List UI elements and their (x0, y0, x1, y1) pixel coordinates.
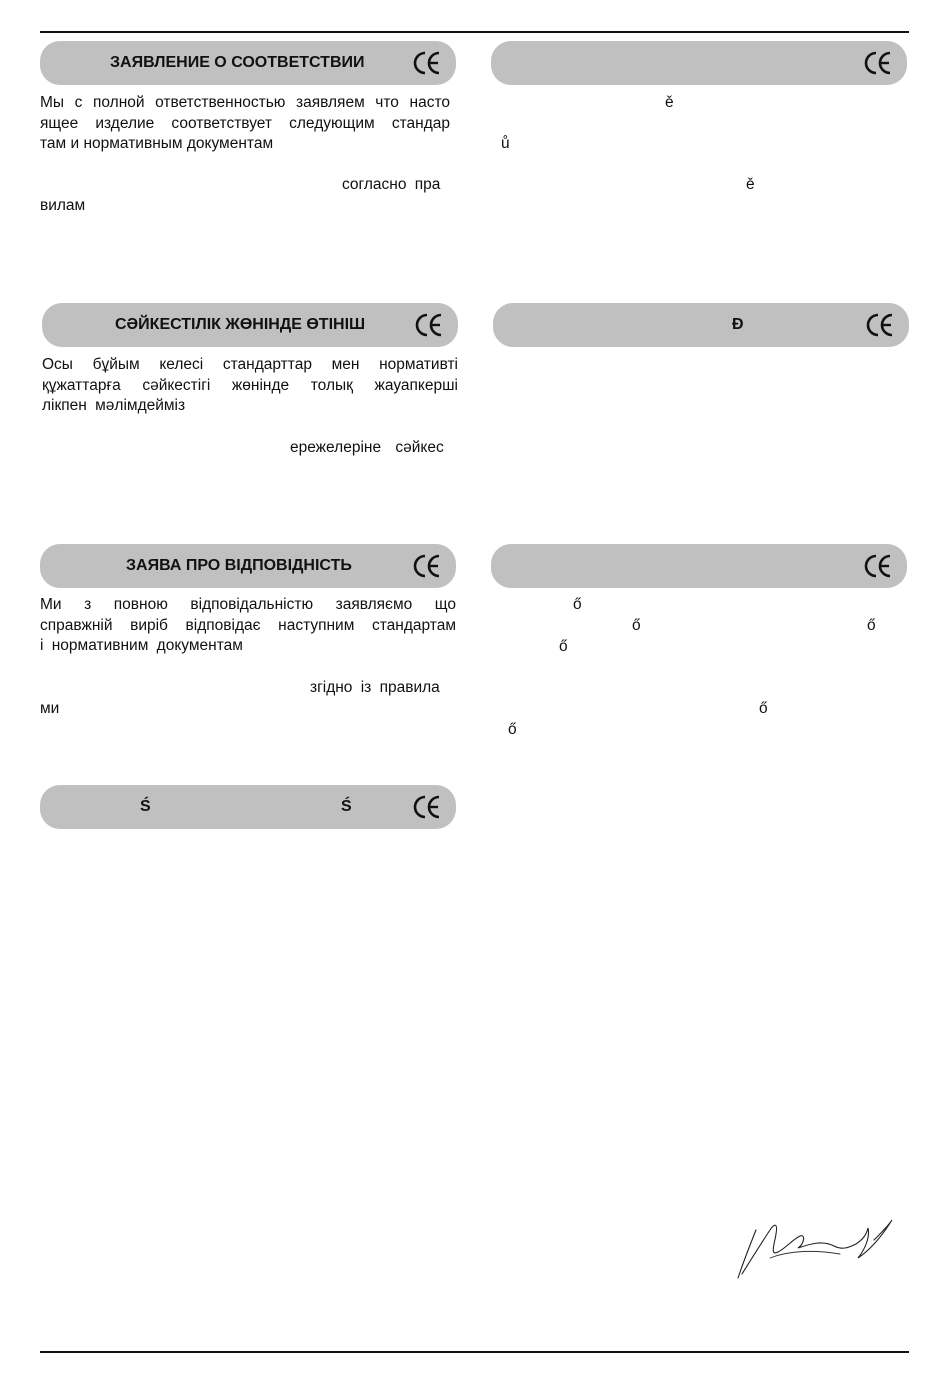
ce-mark-icon (414, 311, 444, 339)
body-ua-line-1: Ми з повною відповідальністю заявляємо що (40, 596, 456, 613)
body-ru-tail-2: вилам (40, 197, 86, 214)
header-ru (40, 41, 456, 85)
header-kz-title: СӘЙКЕСТІЛІК ЖӨНІНДЕ ӨТІНІШ (115, 316, 366, 333)
ce-mark-icon (865, 311, 895, 339)
hu-glyph-6: ő (508, 721, 517, 738)
body-ru-line-3: там и нормативным документам (40, 135, 274, 153)
body-ru-line-1: Мы с полной ответственностью заявляем что насто (40, 94, 450, 111)
body-kz-tail-1: ережелеріне сәйкес (290, 439, 444, 456)
hu-glyph-3: ő (867, 617, 876, 634)
header-cz (491, 41, 907, 85)
body-ru (40, 93, 450, 155)
ce-mark-icon (412, 552, 442, 580)
ce-mark-icon (863, 552, 893, 580)
ce-mark-icon (412, 49, 442, 77)
header-pl-title-left: Ś (140, 798, 151, 815)
hu-glyph-1: ő (573, 596, 582, 613)
body-kz (42, 355, 458, 417)
header-ru-title: ЗАЯВЛЕНИЕ О СООТВЕТСТВИИ (110, 54, 365, 71)
ce-mark-icon (412, 793, 442, 821)
body-ua-tail-1: згідно із правила (310, 679, 440, 696)
header-hr-title: Đ (732, 316, 744, 333)
cz-glyph-2: ů (501, 135, 510, 152)
body-kz-line-2: құжаттарға сәйкестігі жөнінде толық жауапкерші (42, 376, 458, 394)
hu-glyph-2: ő (632, 617, 641, 634)
bottom-rule (40, 1351, 909, 1353)
header-pl-title-right: Ś (341, 798, 352, 815)
header-kz (42, 303, 458, 347)
body-ua-tail-2: ми (40, 700, 60, 717)
header-ua (40, 544, 456, 588)
body-ru-tail-1: согласно пра (342, 176, 441, 193)
body-ua (40, 595, 456, 657)
ce-mark-icon (863, 49, 893, 77)
body-ru-line-2: ящее изделие соответствует следующим стандар (40, 114, 450, 132)
top-rule (40, 31, 909, 33)
cz-glyph-1: ě (665, 94, 674, 111)
body-kz-line-3: лікпен мәлімдейміз (42, 397, 186, 415)
header-pl (40, 785, 456, 829)
body-kz-line-1: Осы бұйым келесі стандарттар мен нормативті (42, 356, 458, 373)
cz-glyph-3: ě (746, 176, 755, 193)
hu-glyph-5: ő (759, 700, 768, 717)
body-ua-line-3: і нормативним документам (40, 637, 243, 655)
header-hu (491, 544, 907, 588)
header-hr (493, 303, 909, 347)
header-ua-title: ЗАЯВА ПРО ВІДПОВІДНІСТЬ (126, 557, 352, 574)
hu-glyph-4: ő (559, 638, 568, 655)
body-ua-line-2: справжній виріб відповідає наступним стандартам (40, 616, 456, 634)
signature (730, 1200, 910, 1290)
